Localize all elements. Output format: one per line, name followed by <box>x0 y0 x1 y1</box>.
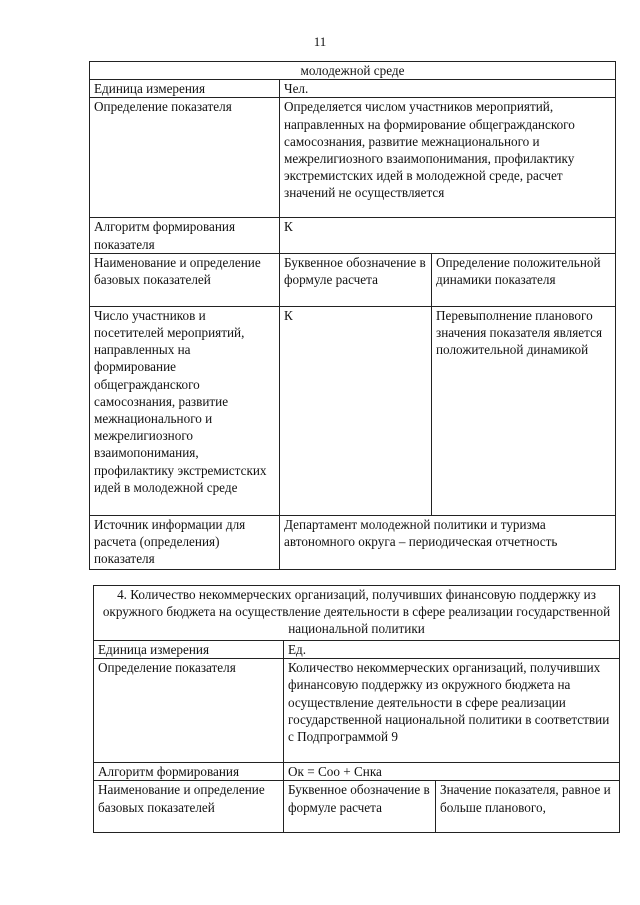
definition-label: Определение показателя <box>94 659 284 763</box>
unit-value: Ед. <box>284 641 620 659</box>
table-row <box>94 763 620 781</box>
algorithm-value: К <box>280 218 616 253</box>
column-header-dynamics: Определение положительной динамики показателя <box>432 253 616 306</box>
base-indicator-letter: К <box>280 306 432 515</box>
definition-label: Определение показателя <box>90 98 280 218</box>
indicator-title: 4. Количество некоммерческих организаций, получивших финансовую поддержку из окружного бюджета на осуществление деятельности в сфере реализации государственной национальной политики <box>94 586 620 641</box>
base-indicator-dynamics: Перевыполнение планового значения показателя является положительной динамикой <box>432 306 616 515</box>
table-row <box>94 659 620 763</box>
table-row <box>90 98 616 218</box>
table-row <box>94 586 620 641</box>
indicator-table-4 <box>93 585 620 833</box>
unit-label: Единица измерения <box>90 80 280 98</box>
source-value: Департамент молодежной политики и туризма автономного округа – периодическая отчетность <box>280 515 616 569</box>
table-row <box>90 62 616 80</box>
algorithm-label: Алгоритм формирования показателя <box>90 218 280 253</box>
column-header-dynamics: Значение показателя, равное и больше планового, <box>436 781 620 833</box>
indicator-table-3 <box>89 61 616 570</box>
column-header-name: Наименование и определение базовых показателей <box>94 781 284 833</box>
source-label: Источник информации для расчета (определения) показателя <box>90 515 280 569</box>
table-row <box>90 80 616 98</box>
algorithm-label: Алгоритм формирования <box>94 763 284 781</box>
table-row <box>90 306 616 515</box>
table-row <box>90 218 616 253</box>
table-title-tail: молодежной среде <box>90 62 616 80</box>
unit-value: Чел. <box>280 80 616 98</box>
definition-value: Определяется числом участников мероприятий, направленных на формирование общегражданского самосознания, развитие межнационального и межрелигиозного взаимопонимания, профилактику экстремистских идей в молодежной среде, расчет значений не осуществляется <box>280 98 616 218</box>
column-header-letter: Буквенное обозначение в формуле расчета <box>280 253 432 306</box>
table-row <box>90 253 616 306</box>
table-row <box>94 781 620 833</box>
base-indicator-name: Число участников и посетителей мероприятий, направленных на формирование общегражданского самосознания, развитие межнационального и межрелигиозного взаимопонимания, профилактику экстремистских идей в молодежной среде <box>90 306 280 515</box>
table-row <box>94 641 620 659</box>
column-header-letter: Буквенное обозначение в формуле расчета <box>284 781 436 833</box>
table-row <box>90 515 616 569</box>
definition-value: Количество некоммерческих организаций, получивших финансовую поддержку из окружного бюджета на осуществление деятельности в сфере реализации государственной национальной политики в соответствии с Подпрограммой 9 <box>284 659 620 763</box>
unit-label: Единица измерения <box>94 641 284 659</box>
column-header-name: Наименование и определение базовых показателей <box>90 253 280 306</box>
page-number: 11 <box>313 34 327 49</box>
algorithm-value: Ок = Соо + Снка <box>284 763 620 781</box>
